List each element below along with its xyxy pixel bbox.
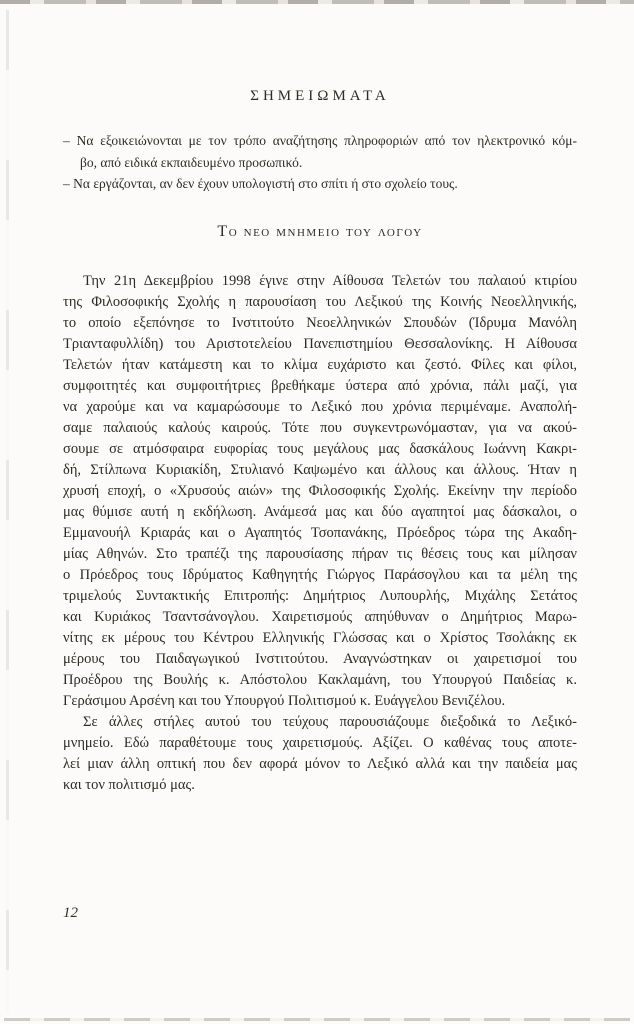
text-line: – Να εργάζονται, αν δεν έχουν υπολογιστή στο σπίτι ή στο σχολείο τους. (63, 176, 458, 191)
note-item (63, 173, 577, 195)
scan-edge-bottom (4, 1018, 630, 1021)
notes-list (63, 130, 577, 195)
text-line: σαμε παλαιούς καλούς καιρούς. Τότε που συγκεντρωνόμασταν, για να ακού- (63, 420, 577, 436)
paragraph (63, 271, 577, 712)
article-body (63, 271, 577, 796)
text-line: δή, Στίλπωνα Κυριακίδη, Στυλιανό Καψωμένο και άλλους και άλλους. Ήταν η (63, 462, 577, 478)
text-line: νίτης εκ μέρους του Κέντρου Ελληνικής Γλώσσας και ο Χρίστος Τσολάκης εκ (63, 630, 577, 646)
text-line: βο, από ειδικά εκπαιδευμένο προσωπικό. (80, 154, 303, 170)
text-line: χρυσή εποχή, ο «Χρυσούς αιών» της Φιλοσοφικής Σχολής. Εκείνην την περίοδο (63, 483, 577, 499)
text-line: Γεράσιμου Αρσένη και του Υπουργού Πολιτισμού κ. Ευάγγελου Βενιζέλου. (63, 693, 506, 709)
text-line: να χαρούμε και να καμαρώσουμε το Λεξικό που χρόνια περιμέναμε. Αναπολή- (63, 399, 577, 415)
text-line: της Φιλοσοφικής Σχολής η παρουσίαση του Λεξικού της Κοινής Νεοελληνικής, (63, 294, 577, 310)
text-line: – Να εξοικειώνονται με τον τρόπο αναζήτησης πληροφοριών από τον ηλεκτρονικό κόμ- (63, 133, 577, 148)
text-line: Προέδρου της Βουλής κ. Απόστολου Κακλαμάνη, του Υπουργού Παιδείας κ. (63, 672, 577, 688)
text-line: Τελετών ήταν κατάμεστη και το κλίμα ευχάριστο και ζεστό. Φίλες και φίλοι, (63, 357, 577, 373)
text-line: Τριανταφυλλίδη) του Αριστοτελείου Πανεπιστημίου Θεσσαλονίκης. Η Αίθουσα (63, 336, 577, 352)
text-line: σουμε σε ατμόσφαιρα ευφορίας τους μεγάλους μας δασκάλους Ιωάννη Κακρι- (63, 441, 577, 457)
section-heading: Το νεο μνημειο του λογου (217, 223, 423, 240)
note-item (63, 130, 577, 173)
text-line: και Κυριάκος Τσαντσάνογλου. Χαιρετισμούς απηύθυναν ο Δημήτριος Μαρω- (63, 609, 577, 625)
text-line: και τον πολιτισμό μας. (63, 777, 195, 793)
page-number: 12 (63, 905, 78, 921)
paragraph (63, 712, 577, 796)
scan-edge-left (6, 10, 9, 1014)
text-line: Σε άλλες στήλες αυτού του τεύχους παρουσιάζουμε διεξοδικά το Λεξικό- (83, 714, 577, 730)
text-line: συμφοιτητές και συμφοιτήτριες βρεθήκαμε ύστερα από χρόνια, πάλι μαζί, για (63, 378, 577, 394)
text-line: Εμμανουήλ Κριαράς και ο Αγαπητός Τσοπανάκης, Πρόεδρος τώρα της Ακαδη- (63, 525, 577, 541)
text-line: μίας Αθηνών. Στο τραπέζι της παρουσίασης πήραν τις θέσεις τους και μίλησαν (63, 546, 577, 562)
scan-edge-top (0, 0, 634, 4)
text-line: τριμελούς Συντακτικής Επιτροπής: Δημήτριος Λυπουρλής, Μιχάλης Σετάτος (63, 588, 577, 604)
text-line: λεί μιαν άλλη οπτική που δεν αφορά μόνον το Λεξικό αλλά και την παιδεία μας (63, 756, 577, 772)
text-line: το οποίο εξεπόνησε το Ινστιτούτο Νεοελληνικών Σπουδών (Ίδρυμα Μανόλη (63, 315, 577, 331)
text-line: ο Πρόεδρος τους Ιδρύματος Καθηγητής Γιώργος Παράσογλου και τα μέλη της (63, 567, 577, 583)
page-heading: ΣΗΜΕΙΩΜΑΤΑ (250, 88, 390, 104)
text-line: μέρους του Παιδαγωγικού Ινστιτούτου. Αναγνώστηκαν οι χαιρετισμοί του (63, 651, 577, 667)
text-line: Την 21η Δεκεμβρίου 1998 έγινε στην Αίθουσα Τελετών του παλαιού κτιρίου (83, 273, 577, 289)
text-line: μνημείο. Εδώ παραθέτουμε τους χαιρετισμούς. Αξίζει. Ο καθένας τους αποτε- (63, 735, 577, 751)
text-line: μας θύμισε αυτή η εκδήλωση. Ανάμεσά μας και δύο αγαπητοί μας δάσκαλοι, ο (63, 504, 577, 520)
